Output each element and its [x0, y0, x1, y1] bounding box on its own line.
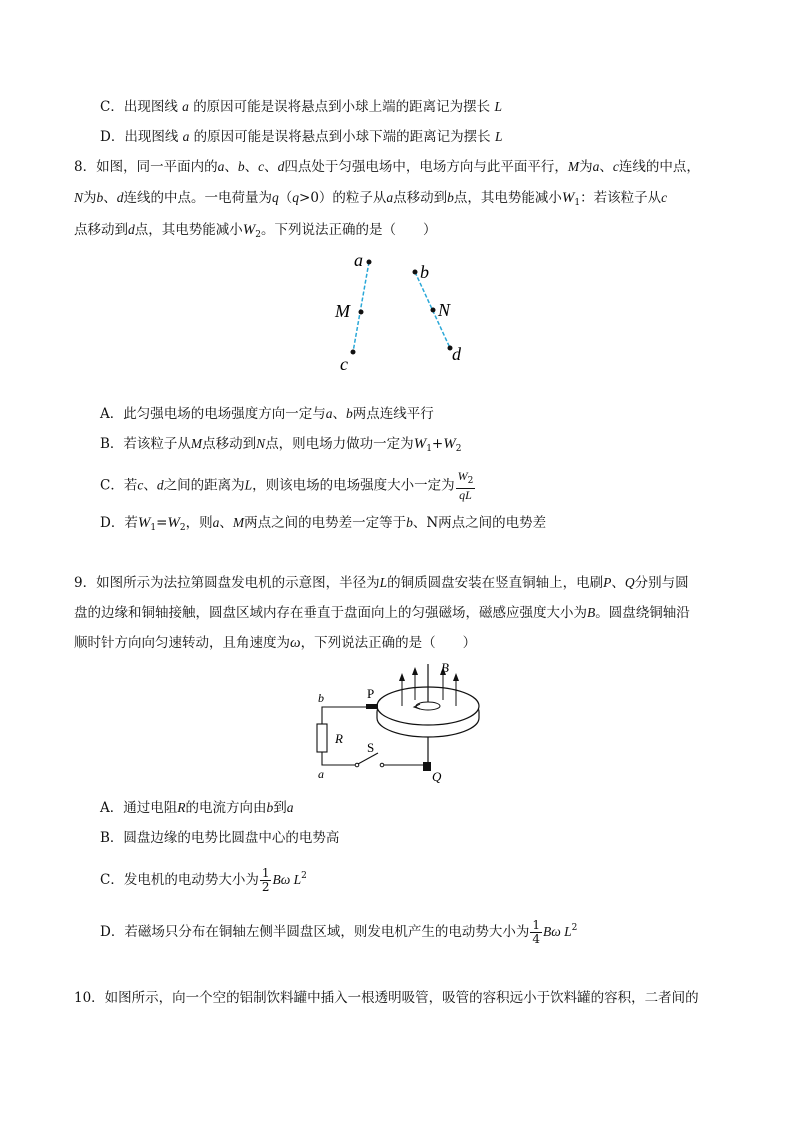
fig9-label-B: B — [441, 660, 449, 675]
q9-stem-line2: 盘的边缘和铜轴接触，圆盘区域内存在垂直于盘面向上的匀强磁场，磁感应强度大小为B。圆盘绕铜轴沿 — [74, 605, 690, 621]
q9-option-b: B．圆盘边缘的电势比圆盘中心的电势高 — [100, 830, 340, 846]
q8-option-c: C．若c、d之间的距离为L，则该电场的电场强度大小一定为 $\frac{W_2}{qL}$ — [100, 469, 474, 502]
q8-option-b: B．若该粒子从M点移动到N点，则电场力做功一定为$W_1+W_2$ — [100, 436, 462, 454]
fig9-label-R: R — [335, 731, 343, 746]
fig9-label-P: P — [367, 686, 375, 701]
fig9-label-S: S — [367, 740, 375, 755]
q7-option-c: C．出现图线 a 的原因可能是误将悬点到小球上端的距离记为摆长 L — [100, 99, 502, 115]
fig9-label-Q: Q — [432, 769, 442, 784]
fig8-label-a: a — [354, 250, 363, 270]
fig8-label-N: N — [438, 300, 451, 320]
fig9-label-a: a — [318, 767, 324, 781]
q9-option-c: C．发电机的电动势大小为 $\frac{1}{2}$ Bω $L^2$ — [100, 866, 307, 894]
fig8-label-M: M — [335, 301, 350, 321]
q8-stem-line3: 点移动到d点，其电势能减小$W_2$。下列说法正确的是（ ） — [74, 222, 437, 240]
q8-stem-line2: N为b、d连线的中点。一电荷量为q（q>0）的粒子从a点移动到b点，其电势能减小$W_1$：若该粒子从c — [74, 190, 668, 208]
q9c-fraction: $\frac{1}{2}$ — [261, 866, 270, 894]
q9-stem-line1: 9．如图所示为法拉第圆盘发电机的示意图，半径为L的铜质圆盘安装在竖直铜轴上，电刷P、Q分别与圆 — [74, 575, 689, 591]
q9-option-a: A．通过电阻R的电流方向由b到a — [100, 800, 294, 816]
fig8-label-b: b — [420, 262, 429, 282]
fig8-label-c: c — [340, 354, 348, 374]
fig9-label-b: b — [318, 691, 324, 705]
q8-stem-line1: 8．如图，同一平面内的a、b、c、d四点处于匀强电场中，电场方向与此平面平行，M为a、c连线的中点， — [74, 159, 700, 175]
q10-stem-line1: 10．如图所示，向一个空的铝制饮料罐中插入一根透明吸管，吸管的容积远小于饮料罐的容积，二者间的 — [74, 990, 699, 1006]
q8-option-d: D．若$W_1=W_2$，则a、M两点之间的电势差一定等于b、N两点之间的电势差 — [100, 515, 547, 533]
q8-fraction: $\frac{W_2}{qL}$ — [457, 469, 474, 502]
q8-option-a: A．此匀强电场的电场强度方向一定与a、b两点连线平行 — [100, 406, 434, 422]
q9d-fraction: $\frac{1}{4}$ — [532, 918, 540, 946]
q7-option-d: D．出现图线 a 的原因可能是误将悬点到小球下端的距离记为摆长 L — [100, 129, 503, 145]
fig8-label-d: d — [452, 344, 461, 364]
q9-stem-line3: 顺时针方向向匀速转动，且角速度为ω，下列说法正确的是（ ） — [74, 635, 477, 651]
q9-option-d: D．若磁场只分布在铜轴左侧半圆盘区域，则发电机产生的电动势大小为 $\frac{1}{4}$ Bω $L^2$ — [100, 918, 578, 946]
